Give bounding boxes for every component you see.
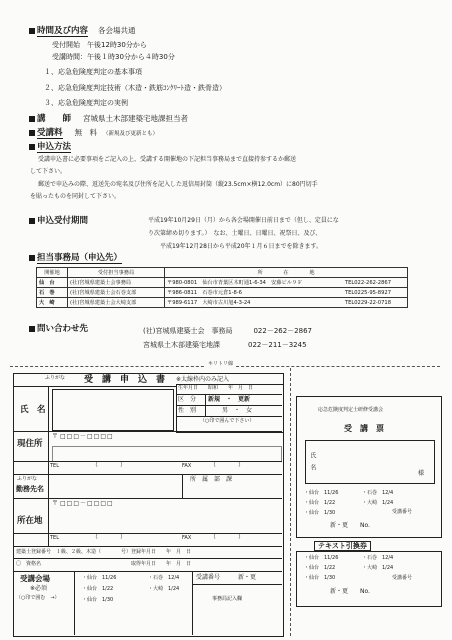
square-bullet-icon [29,130,35,136]
class-field[interactable]: 新規 ・ 更新 [208,396,251,403]
circle-note: （○印で囲んで下さい） [200,418,255,424]
paren: （ [92,462,99,469]
square-bullet-icon [29,116,35,122]
tel-label: TEL [50,463,59,469]
address-field[interactable] [52,446,282,462]
period-line: 平成19年12月28日から平成20年１月６日までを除きます。 [160,243,323,250]
table-row [37,298,408,308]
paren: ） [120,462,127,469]
textbook-venue: ・仙台 1/22 [304,565,336,571]
venue-label: 受講会場 [20,574,50,583]
dept-label: 所 属 部 課 [190,476,233,483]
paren: （ [210,462,217,469]
form-note: ※太線枠内のみ記入 [176,376,230,383]
cut-line-vertical [290,368,291,636]
schedule-heading: 時間及び内容 各会場共通 [29,27,136,37]
office-use-label: 事務局記入欄 [212,596,243,602]
furigana-label: ふりがな [45,375,66,381]
venue-option[interactable]: ・仙台 1/30 [82,597,114,603]
tel-label: TEL [50,535,59,541]
textbook-title: テキスト引換券 [314,541,371,551]
fee-note: （新規及び更新とも） [103,131,159,137]
column-header: 所 在 地 [165,268,408,278]
column-header: 受付担当事務局 [68,268,165,278]
venue-option[interactable]: ・仙台 1/22 [82,586,114,592]
square-bullet-icon [29,218,35,224]
offices-heading: 担当事務局（申込先） [29,254,122,264]
textbook-no: No. [360,588,370,595]
paren: ） [238,534,245,541]
postal-boxes[interactable]: □□□－□□□□ [60,433,114,440]
birth-label: 生年月日 [178,385,199,391]
table-cell: 大 崎 [37,298,68,308]
table-cell: TEL0229-22-0718 [343,298,408,308]
ticket-name-box [305,440,435,484]
textbook-venue: ・石巻 12/4 [362,555,394,561]
birth-field[interactable]: 昭和 年 月 日 [208,385,254,391]
contact-heading: 問い合わせ先 [29,325,88,335]
table-cell: 〒980-0801 仙台市青葉区木町通1-6-34 安藤ビル９Ｆ [165,278,343,288]
method-line: を貼ったものを同封して下さい。 [30,193,121,200]
ticket-venue: ・大崎 1/24 [362,500,394,506]
method-line: 受講申込書に必要事項をご記入の上、受講する開催地の下記担当事務局まで直接持参するか郵送 [38,156,297,163]
textbook-new-renew: 新・更 [330,588,349,595]
textbook-venue: ・仙台 1/30 [304,575,336,581]
ticket-venue: ・仙台 1/22 [304,500,336,506]
schedule-line: 受付開始 午後12時30分から [52,41,147,49]
location-postal[interactable]: 〒 [52,500,59,507]
period-line: り次第締め切ります。） なお、土曜日、日曜日、祝祭日、及び、 [148,230,322,237]
table-cell: (社)宮城県建築士会大崎支部 [68,298,165,308]
column-header: 開催地 [37,268,68,278]
ticket-sama: 様 [418,470,425,477]
number-label: 受講番号 [196,574,221,581]
address-label: 現住所 [17,439,43,449]
table-cell: 〒986-0811 石巻市元倉1-8-6 [165,288,343,298]
class-label: 区 分 [178,396,197,403]
schedule-item: ３、応急危険度判定の実例 [44,99,128,107]
ticket-name-label: 氏 名 [308,452,316,470]
venue-option[interactable]: ・大崎 1/24 [148,586,180,592]
ticket-title: 受 講 票 [344,424,384,433]
paren: ） [238,462,245,469]
table-cell: 〒989-6117 大崎市古川旭4-3-24 [165,298,343,308]
table-cell: TEL022-262-2867 [343,278,408,288]
table-row [37,278,408,288]
lecturer-value: 宮城県土木部建築宅地課担当者 [83,114,189,123]
ticket-venue: ・仙台 1/30 [304,510,336,516]
method-heading: 申込方法 [29,143,71,153]
venue-required: ※必須 [30,585,48,592]
paren: ） [120,534,127,541]
venue-option[interactable]: ・仙台 11/26 [82,575,117,581]
address-postal[interactable]: 〒 [52,433,59,440]
work-furigana: ふりがな [17,476,38,482]
table-cell: (社)宮城県建築士会事務局 [68,278,165,288]
textbook-venue: ・仙台 11/26 [304,555,339,561]
table-cell: TEL0225-95-8927 [343,288,408,298]
square-bullet-icon [29,255,35,261]
lecturer-heading: 講 師 宮城県土木部建築宅地課担当者 [29,115,188,125]
postal-boxes[interactable]: □□□－□□□□ [60,500,114,507]
table-header-row [37,268,408,278]
qualification-row[interactable]: 〇 資格名 取得年月日 年 月 日 [16,561,192,567]
paren: （ [210,534,217,541]
square-bullet-icon [29,144,35,150]
fee-heading: 受講料 無 料 （新規及び更新とも） [29,129,158,139]
period-line: 平成19年10月29日（月）から各会場開催日前日まで（但し、定員にな [148,217,339,224]
cut-line-label: キリトリ線 [205,362,236,368]
venue-circle-note: （○印で囲む →） [16,595,60,601]
method-line: して下さい。 [30,168,67,175]
schedule-line: 受講時間：午後１時30分から４時30分 [52,53,175,61]
table-cell: 仙 台 [37,278,68,288]
ticket-no: No. [360,522,370,529]
ticket-venue: ・石巻 12/4 [362,490,394,496]
square-bullet-icon [29,28,35,34]
ticket-org: 応急危険度判定士研修受講会 [318,407,384,413]
fax-label: FAX [182,463,192,469]
form-title: 受 講 申 込 書 [84,375,166,385]
new-renew: 新・更 [238,574,257,581]
textbook-venue: ・大崎 1/24 [362,565,394,571]
table-row [37,288,408,298]
textbook-number-label: 受講番号 [392,575,413,581]
square-bullet-icon [29,326,35,332]
table-cell: 石 巻 [37,288,68,298]
ticket-venue: ・仙台 11/26 [304,490,339,496]
offices-table [36,267,408,308]
schedule-item: ２、応急危険度判定技術（木造・鉄筋ｺﾝｸﾘｰﾄ造・鉄骨造） [44,84,226,92]
name-field[interactable] [52,389,174,431]
venue-option[interactable]: ・石巻 12/4 [148,575,180,581]
contact-line: 宮城県土木部建築宅地課 022－211－3245 [143,341,307,349]
ticket-new-renew: 新・更 [330,522,349,529]
method-line: 郵送で申込みの際、返送先の宛名及び住所を記入した返信用封筒（縦23.5cm×横12.0cm）に80円切手 [38,181,318,188]
fee-value: 無 料 [74,128,98,137]
work-label: 勤務先名 [16,485,44,493]
period-heading: 申込受付期間 [29,217,88,227]
location-label: 所在地 [17,516,43,526]
sex-field[interactable]: 男 ・ 女 [222,407,253,414]
sex-label: 性 別 [178,407,197,414]
paren: （ [92,534,99,541]
schedule-item: １、応急危険度判定の基本事項 [44,68,142,76]
contact-line: (社)宮城県建築士会 事務局 022－262－2867 [143,327,312,335]
table-cell: (社)宮城県建築士会石巻支部 [68,288,165,298]
fax-label: FAX [182,535,192,541]
name-label: 氏 名 [20,405,46,415]
ticket-number-label: 受講番号 [392,509,413,515]
license-row[interactable]: 建築士登録番号 １級、２級、木造（ 号）登録年月日 年 月 日 [16,549,192,555]
